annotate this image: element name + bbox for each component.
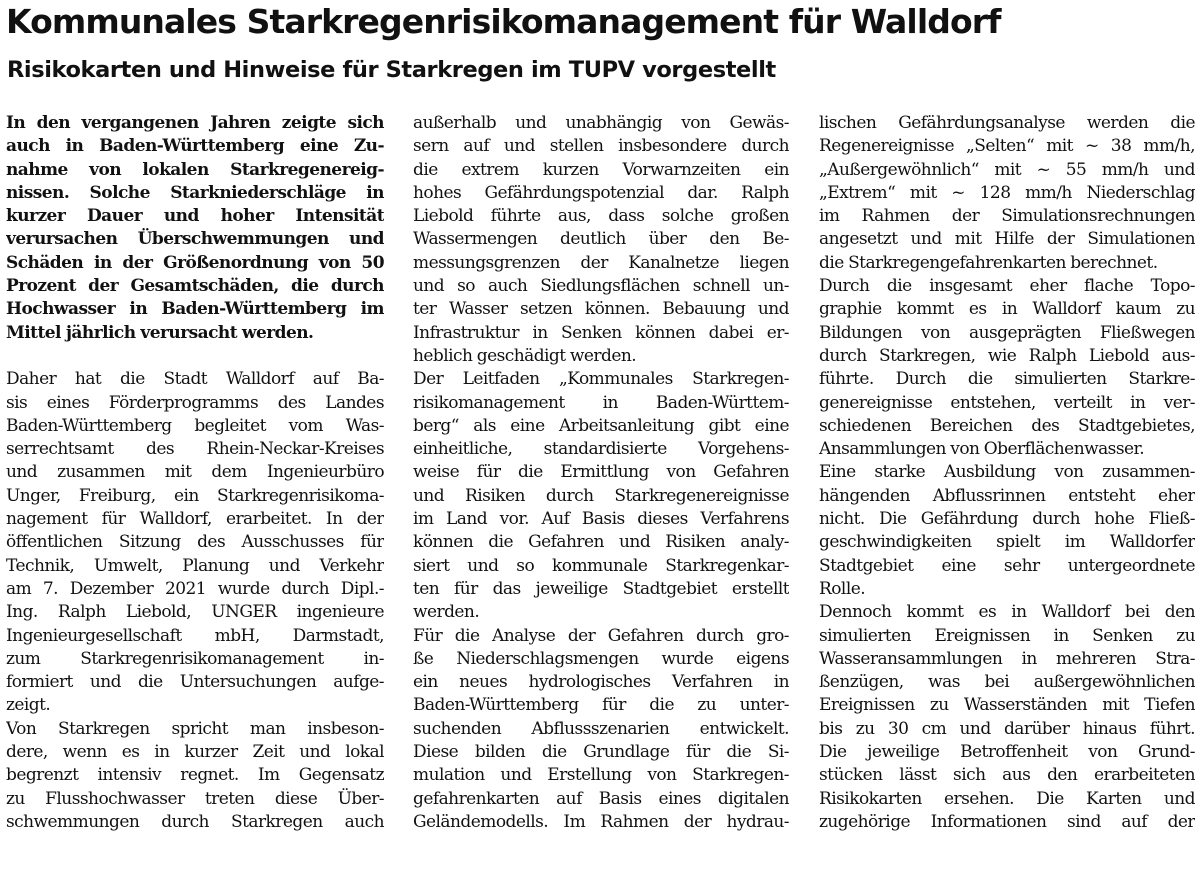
text-line: im Land vor. Auf Basis dieses Verfahrens bbox=[413, 509, 789, 530]
text-line: Wasseransammlungen in mehreren Stra- bbox=[819, 648, 1195, 669]
text-line: Baden-Württemberg für die zu unter- bbox=[413, 695, 789, 716]
text-line: und Risiken durch Starkregenereignisse bbox=[413, 485, 789, 506]
text-line: Eine starke Ausbildung von zusammen- bbox=[819, 462, 1195, 483]
text-line: einheitliche, standardisierte Vorgehens- bbox=[413, 439, 789, 460]
text-line: Von Starkregen spricht man insbeson- bbox=[6, 718, 384, 739]
text-line: am 7. Dezember 2021 wurde durch Dipl.- bbox=[6, 578, 384, 599]
text-line: ter Wasser setzen können. Bebauung und bbox=[413, 299, 789, 320]
text-line: zu Flusshochwasser treten diese Über- bbox=[6, 788, 384, 809]
text-line: nicht. Die Gefährdung durch hohe Fließ- bbox=[819, 509, 1195, 530]
text-line: durch Starkregen, wie Ralph Liebold aus- bbox=[819, 345, 1195, 366]
text-line: messungsgrenzen der Kanalnetze liegen bbox=[413, 252, 789, 273]
intro-paragraph bbox=[6, 112, 384, 345]
paragraph-spacer bbox=[6, 345, 384, 368]
text-line: und so auch Siedlungsflächen schnell un- bbox=[413, 276, 789, 297]
text-line: Unger, Freiburg, ein Starkregenrisikoma- bbox=[6, 485, 384, 506]
text-line: zum Starkregenrisikomanagement in- bbox=[6, 648, 384, 669]
text-line: suchenden Abflussszenarien entwickelt. bbox=[413, 718, 789, 739]
text-line: risikomanagement in Baden-Württem- bbox=[413, 392, 789, 413]
text-line: Risikokarten ersehen. Die Karten und bbox=[819, 788, 1195, 809]
text-line: lischen Gefährdungsanalyse werden die bbox=[819, 113, 1195, 133]
text-line: werden. bbox=[413, 602, 480, 623]
text-line: Durch die insgesamt eher flache Topo- bbox=[819, 276, 1195, 297]
text-line: Ereignissen zu Wasserständen mit Tiefen bbox=[819, 695, 1195, 716]
text-line: ten für das jeweilige Stadtgebiet erstellt bbox=[413, 578, 789, 599]
text-line: gefahrenkarten auf Basis eines digitalen bbox=[413, 788, 789, 809]
intro-line: Prozent der Gesamtschäden, die durch bbox=[6, 276, 384, 297]
intro-line: nahme von lokalen Starkregenereig- bbox=[6, 159, 384, 180]
text-line: zeigt. bbox=[6, 695, 51, 716]
text-line: Ing. Ralph Liebold, UNGER ingenieure bbox=[6, 602, 384, 623]
text-line: geschwindigkeiten spielt im Walldorfer bbox=[819, 532, 1195, 553]
text-line: Die jeweilige Betroffenheit von Grund- bbox=[819, 742, 1195, 763]
text-line: dere, wenn es in kurzer Zeit und lokal bbox=[6, 742, 384, 763]
text-line: im Rahmen der Simulationsrechnungen bbox=[819, 206, 1195, 227]
article-headline: Kommunales Starkregenrisikomanagement für Walldorf bbox=[6, 2, 1001, 41]
text-line: stücken lässt sich aus den erarbeiteten bbox=[819, 765, 1195, 786]
text-line: graphie kommt es in Walldorf kaum zu bbox=[819, 299, 1195, 320]
text-line: serrechtsamt des Rhein-Neckar-Kreises bbox=[6, 439, 384, 460]
intro-line: Hochwasser in Baden-Württemberg im bbox=[6, 299, 384, 320]
text-line: öffentlichen Sitzung des Ausschusses für bbox=[6, 532, 384, 553]
text-line: hohes Gefährdungspotenzial dar. Ralph bbox=[413, 182, 789, 203]
text-line: Geländemodells. Im Rahmen der hydrau- bbox=[413, 811, 789, 832]
text-line: die Starkregengefahrenkarten berechnet. bbox=[819, 252, 1158, 273]
text-line: angesetzt und mit Hilfe der Simulationen bbox=[819, 229, 1195, 250]
text-line: schiedenen Bereichen des Stadtgebietes, bbox=[819, 415, 1195, 436]
text-line: Diese bilden die Grundlage für die Si- bbox=[413, 742, 789, 763]
text-line: Regenereignisse „Selten“ mit ~ 38 mm/h, bbox=[819, 136, 1195, 157]
article-column-3 bbox=[819, 112, 1195, 834]
text-line: Technik, Umwelt, Planung und Verkehr bbox=[6, 555, 384, 576]
text-line: Stadtgebiet eine sehr untergeordnete bbox=[819, 555, 1195, 576]
text-line: Ansammlungen von Oberflächenwasser. bbox=[819, 439, 1145, 460]
text-line: hängenden Abflussrinnen entsteht eher bbox=[819, 485, 1195, 506]
text-line: können die Gefahren und Risiken analy- bbox=[413, 532, 789, 553]
text-line: formiert und die Untersuchungen aufge- bbox=[6, 672, 384, 693]
text-line: „Extrem“ mit ~ 128 mm/h Niederschlag bbox=[819, 182, 1195, 203]
text-line: Für die Analyse der Gefahren durch gro- bbox=[413, 625, 789, 646]
text-line: führte. Durch die simulierten Starkre- bbox=[819, 369, 1195, 390]
text-line: Rolle. bbox=[819, 578, 866, 599]
intro-line: kurzer Dauer und hoher Intensität bbox=[6, 206, 384, 227]
article-column-1 bbox=[6, 112, 384, 834]
text-line: genereignisse entstehen, verteilt in ver- bbox=[819, 392, 1195, 413]
text-line: Wassermengen deutlich über den Be- bbox=[413, 229, 789, 250]
text-line: „Außergewöhnlich“ mit ~ 55 mm/h und bbox=[819, 159, 1195, 180]
text-line: Ingenieurgesellschaft mbH, Darmstadt, bbox=[6, 625, 384, 646]
text-line: Infrastruktur in Senken können dabei er- bbox=[413, 322, 789, 343]
text-line: schwemmungen durch Starkregen auch bbox=[6, 811, 384, 832]
text-line: heblich geschädigt werden. bbox=[413, 345, 637, 366]
text-line: außerhalb und unabhängig von Gewäs- bbox=[413, 113, 789, 133]
text-line: nagement für Walldorf, erarbeitet. In der bbox=[6, 509, 384, 530]
text-line: die extrem kurzen Vorwarnzeiten ein bbox=[413, 159, 789, 180]
intro-line: nissen. Solche Starkniederschläge in bbox=[6, 182, 384, 203]
intro-line: Mittel jährlich verursacht werden. bbox=[6, 322, 314, 343]
intro-line: In den vergangenen Jahren zeigte sich bbox=[6, 113, 384, 133]
intro-line: Schäden in der Größenordnung von 50 bbox=[6, 252, 384, 273]
article-column-2 bbox=[413, 112, 789, 834]
text-line: Liebold führte aus, dass solche großen bbox=[413, 206, 789, 227]
text-line: siert und so kommunale Starkregenkar- bbox=[413, 555, 789, 576]
body-text bbox=[6, 368, 384, 834]
text-line: Daher hat die Stadt Walldorf auf Ba- bbox=[6, 369, 384, 390]
text-line: begrenzt intensiv regnet. Im Gegensatz bbox=[6, 765, 384, 786]
text-line: zugehörige Informationen sind auf der bbox=[819, 811, 1195, 832]
article-subheadline: Risikokarten und Hinweise für Starkregen im TUPV vorgestellt bbox=[7, 57, 776, 83]
intro-line: auch in Baden-Württemberg eine Zu- bbox=[6, 136, 384, 157]
text-line: Bildungen von ausgeprägten Fließwegen bbox=[819, 322, 1195, 343]
text-line: bis zu 30 cm und darüber hinaus führt. bbox=[819, 718, 1195, 739]
text-line: und zusammen mit dem Ingenieurbüro bbox=[6, 462, 384, 483]
text-line: berg“ als eine Arbeitsanleitung gibt eine bbox=[413, 415, 789, 436]
text-line: sern auf und stellen insbesondere durch bbox=[413, 136, 789, 157]
text-line: mulation und Erstellung von Starkregen- bbox=[413, 765, 789, 786]
text-line: ßenzügen, was bei außergewöhnlichen bbox=[819, 672, 1195, 693]
text-line: ein neues hydrologisches Verfahren in bbox=[413, 672, 789, 693]
text-line: weise für die Ermittlung von Gefahren bbox=[413, 462, 789, 483]
text-line: Dennoch kommt es in Walldorf bei den bbox=[819, 602, 1195, 623]
text-line: ße Niederschlagsmengen wurde eigens bbox=[413, 648, 789, 669]
text-line: Baden-Württemberg begleitet vom Was- bbox=[6, 415, 384, 436]
intro-line: verursachen Überschwemmungen und bbox=[6, 229, 384, 250]
text-line: Der Leitfaden „Kommunales Starkregen- bbox=[413, 369, 789, 390]
text-line: simulierten Ereignissen in Senken zu bbox=[819, 625, 1195, 646]
text-line: sis eines Förderprogramms des Landes bbox=[6, 392, 384, 413]
